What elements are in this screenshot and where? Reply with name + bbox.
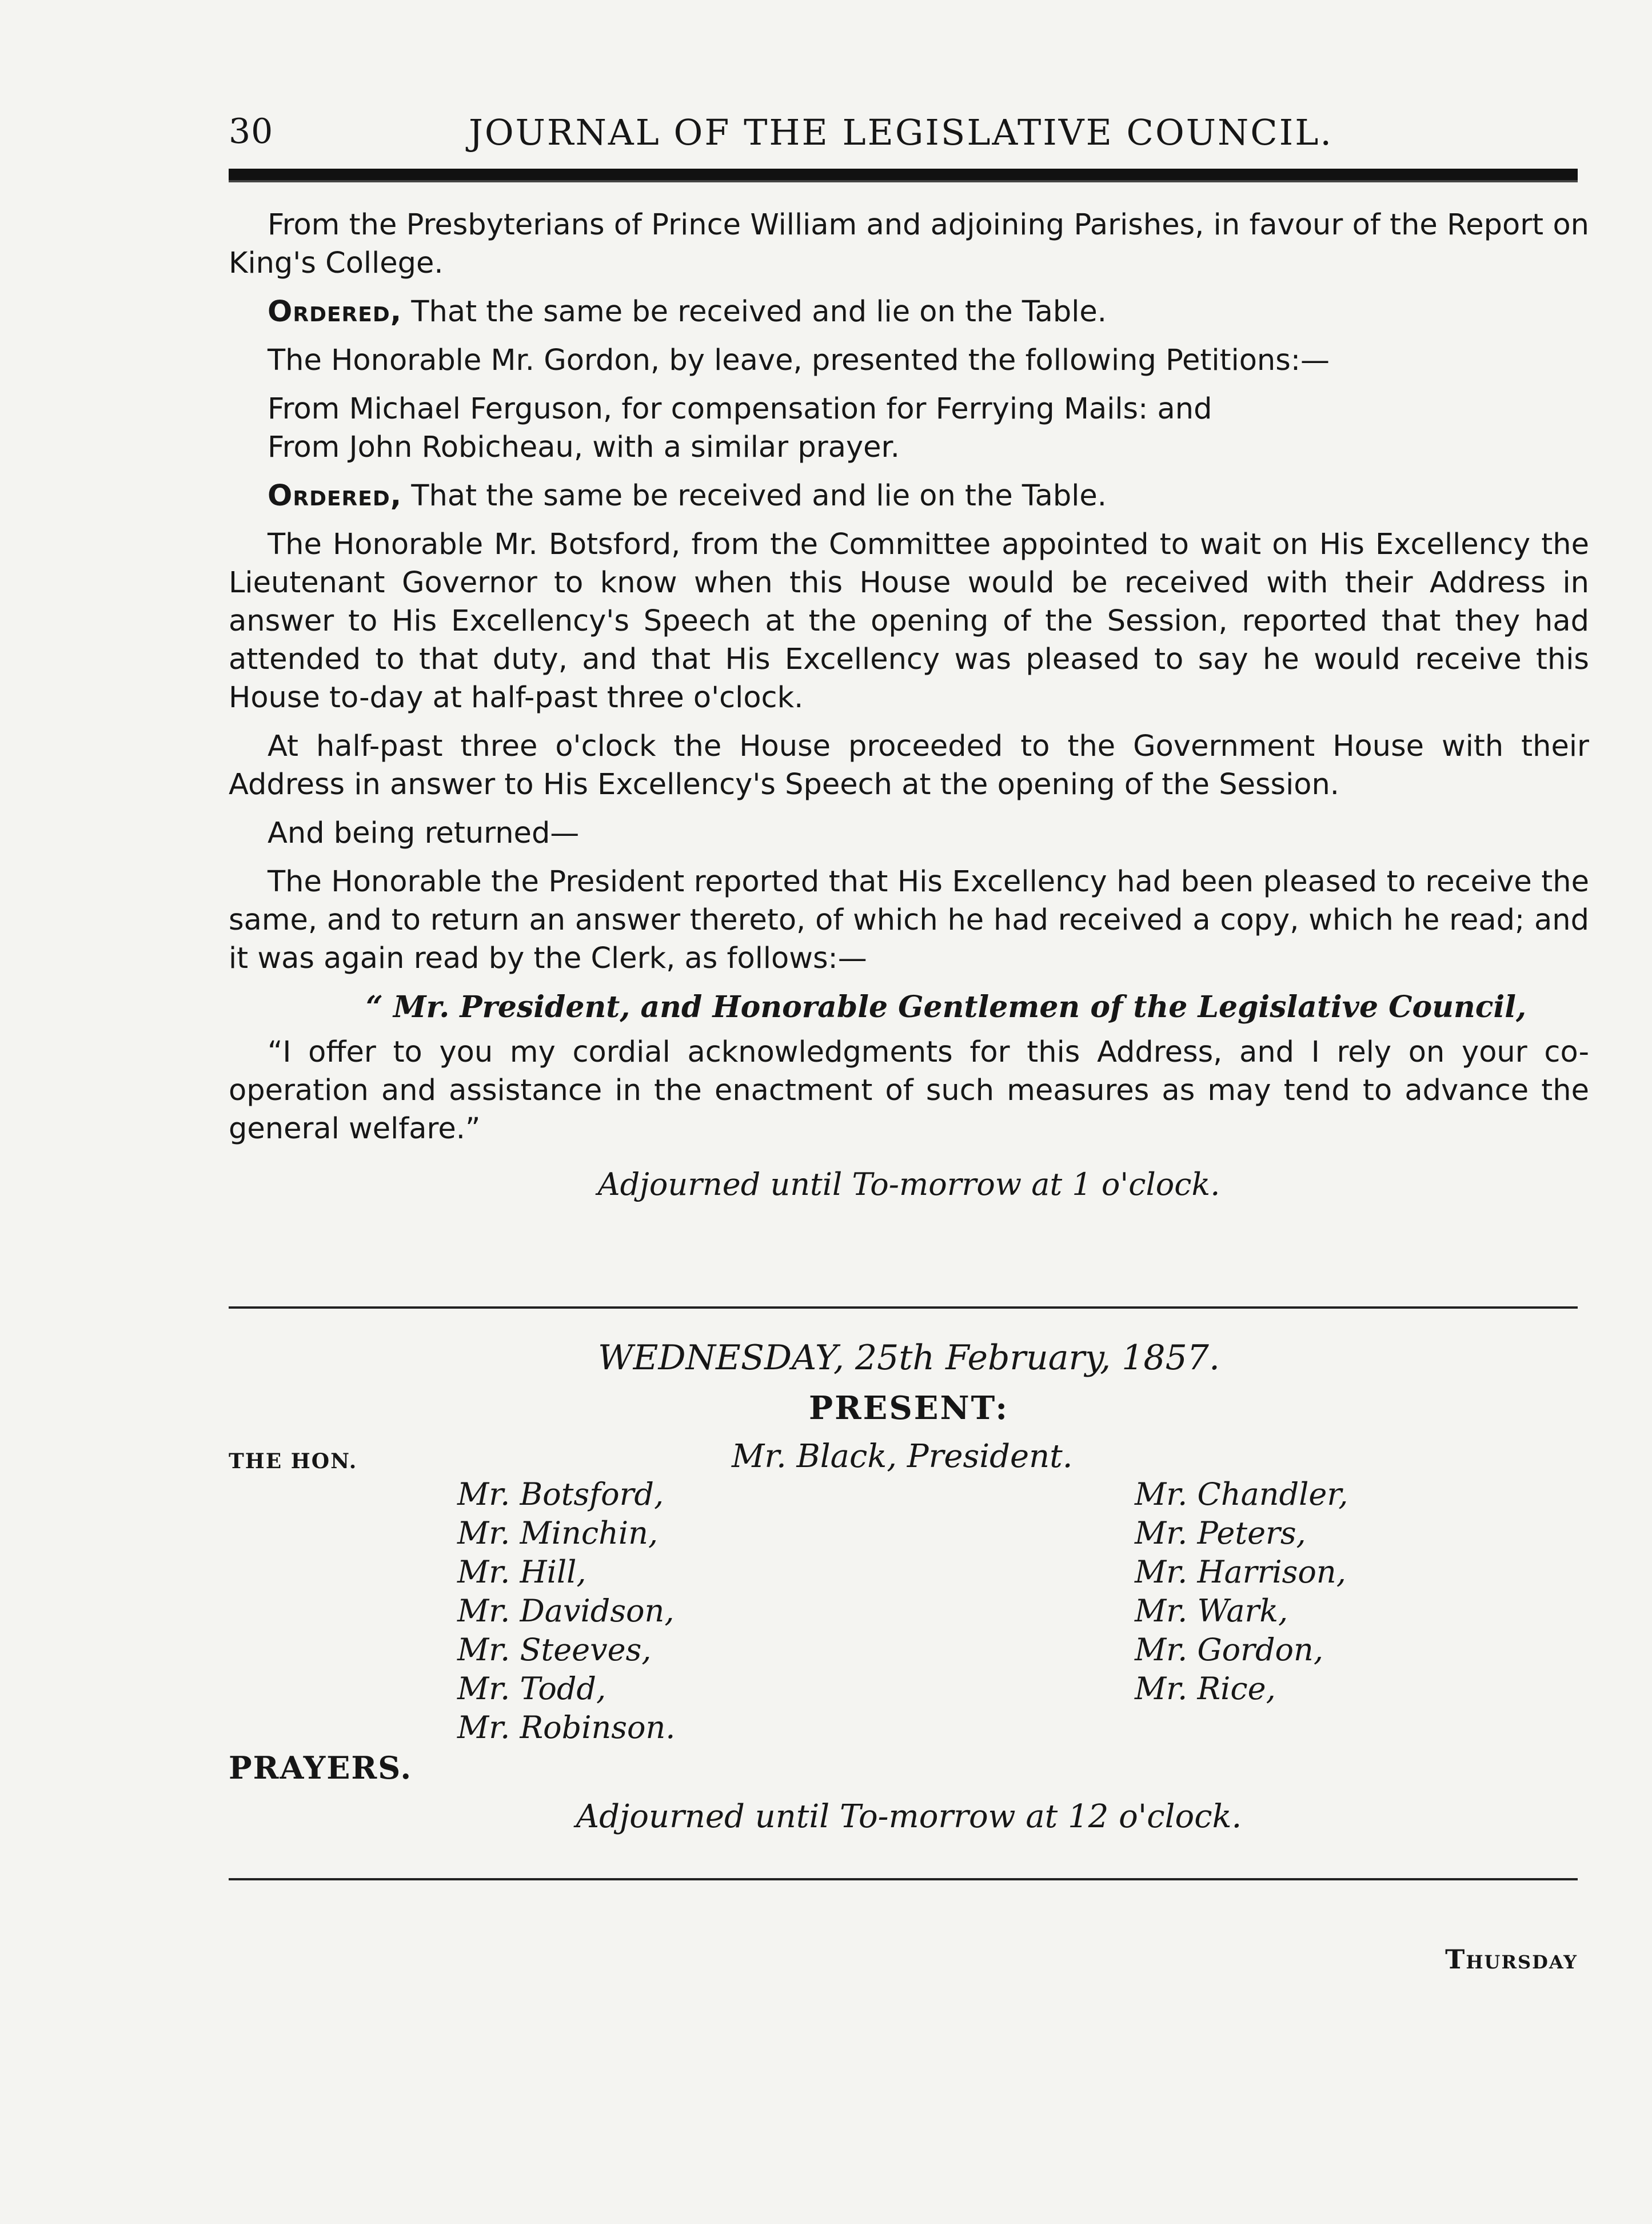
excellency-answer: “I offer to you my cordial acknowledgments for this Address, and I rely on your co-operation and assistance in the enactment of such measures as may tend to advance the general welfare.” bbox=[229, 1035, 1589, 1146]
catchword: Thursday bbox=[1445, 1944, 1578, 1975]
section-rule bbox=[229, 1306, 1578, 1309]
present-label: PRESENT: bbox=[809, 1389, 1009, 1427]
president-report: The Honorable the President reported that His Excellency had been pleased to receive the same, and to return an answer thereto, of which he had received a copy, which he read; and it was again read by the Clerk, as follows:— bbox=[229, 865, 1589, 975]
ordered-text: That the same be received and lie on the Table. bbox=[411, 295, 1107, 329]
petition-ferguson: From Michael Ferguson, for compensation for Ferrying Mails: and bbox=[268, 392, 1212, 426]
prayers-label: PRAYERS. bbox=[229, 1749, 413, 1786]
member-name: Mr. Chandler, bbox=[1135, 1476, 1348, 1512]
address-salutation: “ Mr. President, and Honorable Gentlemen of the Legislative Council, bbox=[366, 990, 1527, 1025]
government-house-visit: At half-past three o'clock the House proceeded to the Government House with their Address in answer to His Excellency's Speech at the opening of the Session. bbox=[229, 730, 1589, 802]
president-name: Mr. Black, President. bbox=[732, 1438, 1073, 1475]
page-number: 30 bbox=[229, 111, 274, 152]
member-name: Mr. Gordon, bbox=[1135, 1632, 1323, 1668]
petition-presbyterians: From the Presbyterians of Prince William and adjoining Parishes, in favour of the Report on King's College. bbox=[229, 208, 1589, 280]
journal-body bbox=[229, 206, 1589, 1203]
ordered-label: Ordered, bbox=[268, 295, 402, 329]
ordered-entry-1 bbox=[229, 293, 1589, 331]
member-name: Mr. Harrison, bbox=[1135, 1554, 1346, 1590]
members-right-column bbox=[1135, 1475, 1348, 1708]
member-name: Mr. Wark, bbox=[1135, 1593, 1288, 1629]
day-heading: WEDNESDAY, 25th February, 1857. bbox=[597, 1338, 1220, 1378]
botsford-report: The Honorable Mr. Botsford, from the Committee appointed to wait on His Excellency the Lieutenant Governor to know when this House would be received with their Address in answer to His Excellency's Speech at the opening of the Session, reported that they had attended to that duty, and that His Excellency was pleased to say he would receive this House to-day at half-past three o'clock. bbox=[229, 528, 1589, 715]
member-name: Mr. Robinson. bbox=[457, 1709, 676, 1745]
gordon-petitions: The Honorable Mr. Gordon, by leave, presented the following Petitions:— bbox=[268, 344, 1330, 377]
closing-rule bbox=[229, 1878, 1578, 1880]
adjournment-1: Adjourned until To-morrow at 1 o'clock. bbox=[597, 1166, 1220, 1202]
member-name: Mr. Rice, bbox=[1135, 1671, 1276, 1707]
member-name: Mr. Davidson, bbox=[457, 1593, 675, 1629]
being-returned: And being returned— bbox=[268, 816, 580, 850]
member-name: Mr. Hill, bbox=[457, 1554, 586, 1590]
ordered-label: Ordered, bbox=[268, 479, 402, 513]
member-name: Mr. Peters, bbox=[1135, 1515, 1306, 1551]
adjournment-2: Adjourned until To-morrow at 12 o'clock. bbox=[576, 1798, 1242, 1835]
member-name: Mr. Minchin, bbox=[457, 1515, 659, 1551]
member-name: Mr. Todd, bbox=[457, 1671, 606, 1707]
the-hon-label: THE HON. bbox=[229, 1449, 358, 1473]
page-header bbox=[229, 111, 1589, 163]
member-name: Mr. Botsford, bbox=[457, 1476, 664, 1512]
ordered-entry-2 bbox=[229, 477, 1589, 515]
petition-robicheau: From John Robicheau, with a similar prayer. bbox=[268, 431, 900, 464]
members-left-column bbox=[457, 1475, 675, 1747]
ordered-text: That the same be received and lie on the Table. bbox=[411, 479, 1107, 513]
header-rule bbox=[229, 169, 1578, 182]
member-name: Mr. Steeves, bbox=[457, 1632, 652, 1668]
running-title: JOURNAL OF THE LEGISLATIVE COUNCIL. bbox=[469, 111, 1334, 153]
